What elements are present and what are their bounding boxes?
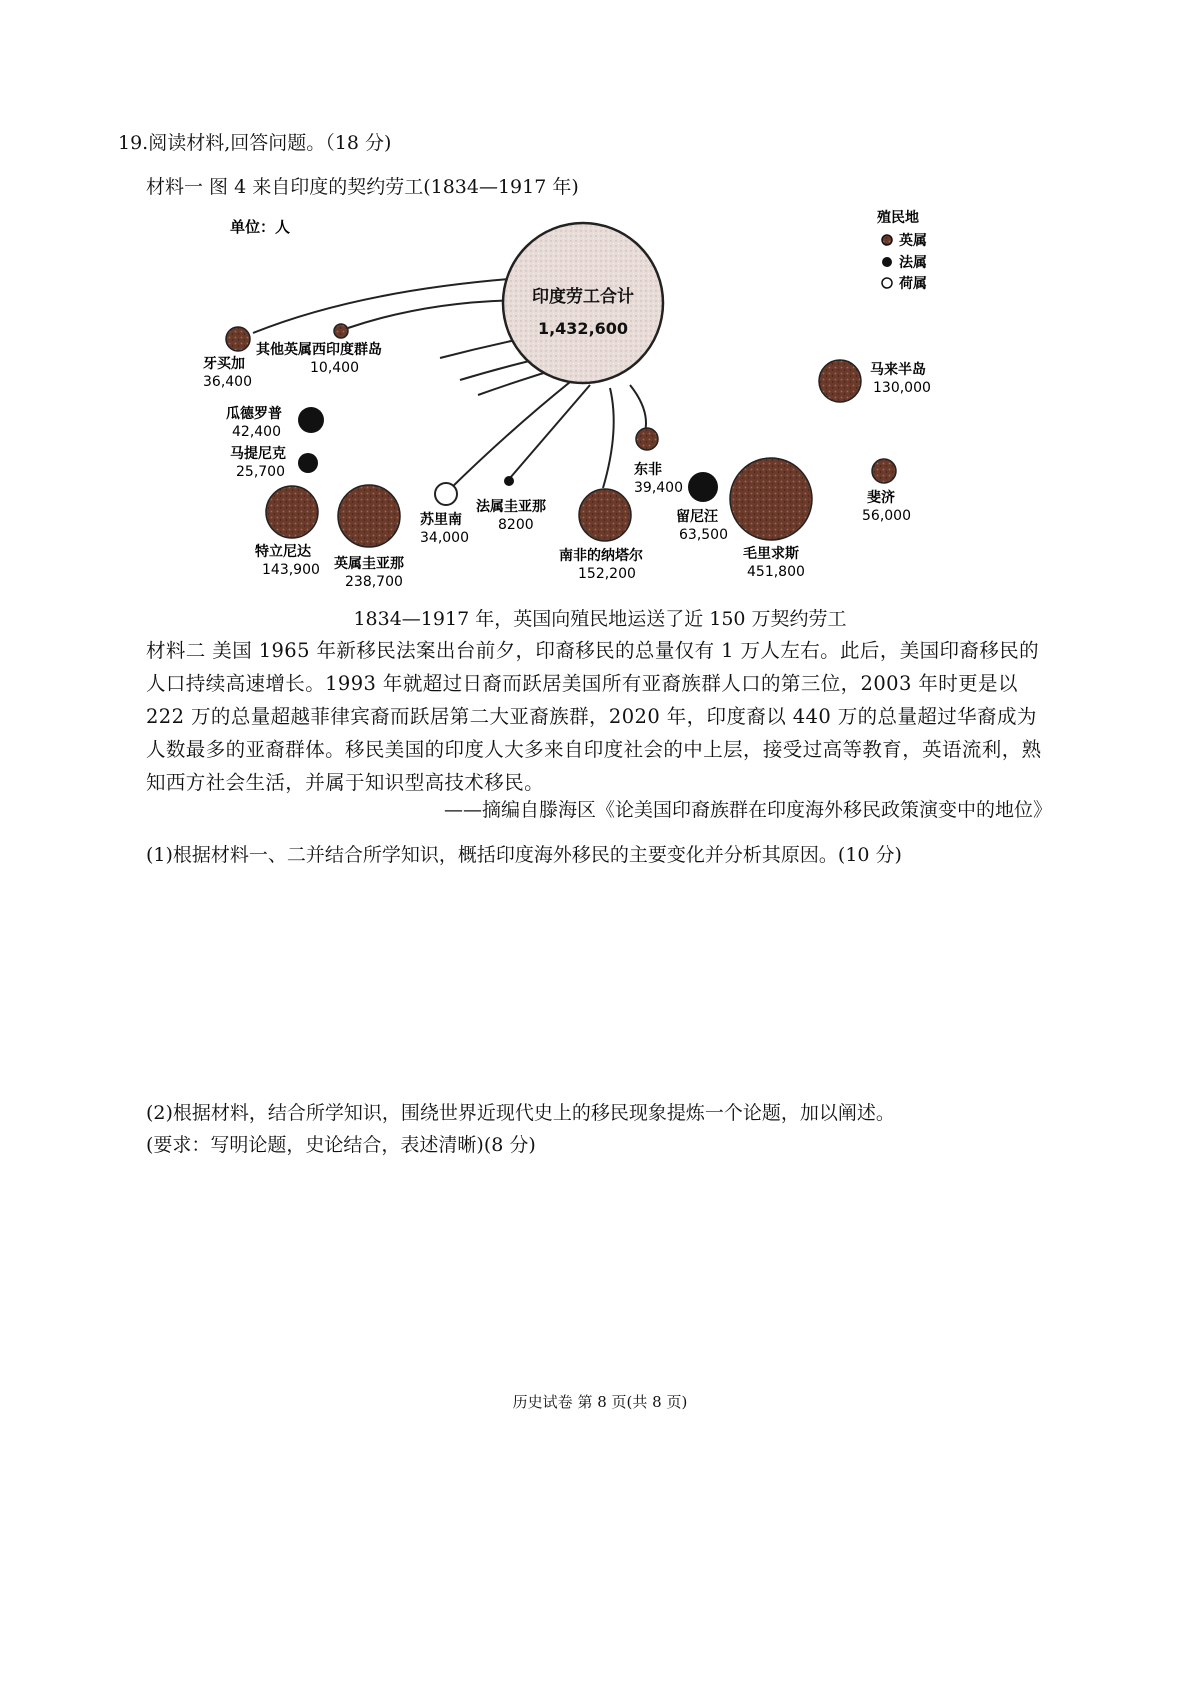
node-value-trinidad: 143,900 <box>262 562 320 578</box>
center-value: 1,432,600 <box>537 319 629 338</box>
node-name-east-africa: 东非 <box>634 462 662 478</box>
subquestion-2-line1: (2)根据材料，结合所学知识，围绕世界近现代史上的移民现象提炼一个论题，加以阐述。 <box>146 1102 895 1124</box>
colony-node <box>203 327 252 390</box>
colony-node <box>476 476 546 533</box>
node-name-jamaica: 牙买加 <box>203 356 245 372</box>
question-title: 19.阅读材料,回答问题。（18 分) <box>118 132 392 154</box>
node-circle-guadeloupe <box>298 407 324 433</box>
node-circle-east-africa <box>636 428 658 450</box>
unit-label: 单位：人 <box>230 218 291 236</box>
legend <box>877 209 927 292</box>
node-name-fiji: 斐济 <box>867 490 895 506</box>
material2-text: 材料二 美国 1965 年新移民法案出台前夕，印裔移民的总量仅有 1 万人左右。此后，美国印裔移民的人口持续高速增长。1993 年就超过日裔而跃居美国所有亚裔族群人口的第三位，2003 年时更是以 222 万的总量超越菲律宾裔而跃居第二大亚裔族群，2020 年，印度裔以 440 万的总量超过华裔成为人数最多的亚裔群体。移民美国的印度人大多来自印度社会的中上层，接受过高等教育，英语流利，熟知西方社会生活，并属于知识型高技术移民。 <box>146 639 1042 794</box>
node-value-other-bwi: 10,400 <box>310 360 359 376</box>
colony-node <box>676 472 728 543</box>
node-name-other-bwi: 其他英属西印度群岛 <box>256 342 382 358</box>
subquestion-2-line2: (要求：写明论题，史论结合，表述清晰)(8 分) <box>146 1134 536 1156</box>
node-name-french-guiana: 法属圭亚那 <box>476 499 546 515</box>
node-circle-mauritius <box>730 458 812 540</box>
node-circle-malaya <box>819 360 861 402</box>
node-value-reunion: 63,500 <box>679 527 728 543</box>
page-footer: 历史试卷 第 8 页(共 8 页) <box>512 1393 688 1411</box>
center-node <box>503 223 663 383</box>
node-value-mauritius: 451,800 <box>747 564 805 580</box>
node-value-guadeloupe: 42,400 <box>232 424 281 440</box>
node-value-fiji: 56,000 <box>862 508 911 524</box>
colony-node <box>256 324 382 376</box>
node-name-natal: 南非的纳塔尔 <box>559 548 643 564</box>
figure-caption: 1834—1917 年，英国向殖民地运送了近 150 万契约劳工 <box>353 608 847 630</box>
node-name-guadeloupe: 瓜德罗普 <box>226 406 282 422</box>
legend-title: 殖民地 <box>877 210 919 226</box>
node-circle-fiji <box>872 459 896 483</box>
colony-node <box>634 428 683 496</box>
indenture-figure <box>0 0 1200 600</box>
subquestion-1: (1)根据材料一、二并结合所学知识，概括印度海外移民的主要变化并分析其原因。(10 分) <box>146 844 902 866</box>
node-circle-jamaica <box>226 327 250 351</box>
legend-swatch-dutch <box>882 278 892 288</box>
legend-label-french: 法属 <box>899 255 927 271</box>
node-circle-british-guiana <box>338 485 400 547</box>
node-value-british-guiana: 238,700 <box>345 574 403 590</box>
node-name-mauritius: 毛里求斯 <box>743 546 799 562</box>
node-circle-other-bwi <box>334 324 348 338</box>
colony-node <box>559 489 643 582</box>
node-circle-trinidad <box>266 486 318 538</box>
node-value-east-africa: 39,400 <box>634 480 683 496</box>
material2-source: ——摘编自滕海区《论美国印裔族群在印度海外移民政策演变中的地位》 <box>443 799 1052 821</box>
legend-swatch-british <box>882 235 892 245</box>
colony-node <box>730 458 812 580</box>
node-value-suriname: 34,000 <box>420 530 469 546</box>
colony-node <box>420 483 469 546</box>
legend-swatch-french <box>882 257 892 267</box>
colony-node <box>334 485 404 590</box>
node-name-suriname: 苏里南 <box>420 512 462 528</box>
colony-node <box>819 360 931 402</box>
legend-label-british: 英属 <box>899 233 927 249</box>
node-name-martinique: 马提尼克 <box>230 446 286 462</box>
colony-node <box>226 405 324 440</box>
node-circle-suriname <box>435 483 457 505</box>
colony-node <box>230 445 318 480</box>
node-circle-martinique <box>298 453 318 473</box>
node-value-jamaica: 36,400 <box>203 374 252 390</box>
node-name-reunion: 留尼汪 <box>676 509 718 525</box>
colony-node <box>862 459 911 524</box>
node-value-french-guiana: 8200 <box>498 517 534 533</box>
node-value-natal: 152,200 <box>578 566 636 582</box>
node-circle-natal <box>579 489 631 541</box>
material1-caption: 材料一 图 4 来自印度的契约劳工(1834—1917 年) <box>146 176 579 198</box>
node-value-malaya: 130,000 <box>873 380 931 396</box>
node-name-trinidad: 特立尼达 <box>255 544 311 560</box>
node-circle-reunion <box>688 472 718 502</box>
node-value-martinique: 25,700 <box>236 464 285 480</box>
colony-node <box>255 486 320 578</box>
node-name-british-guiana: 英属圭亚那 <box>334 556 404 572</box>
node-circle-french-guiana <box>504 476 514 486</box>
node-name-malaya: 马来半岛 <box>870 362 926 378</box>
legend-label-dutch: 荷属 <box>899 276 927 292</box>
center-label: 印度劳工合计 <box>532 287 634 307</box>
